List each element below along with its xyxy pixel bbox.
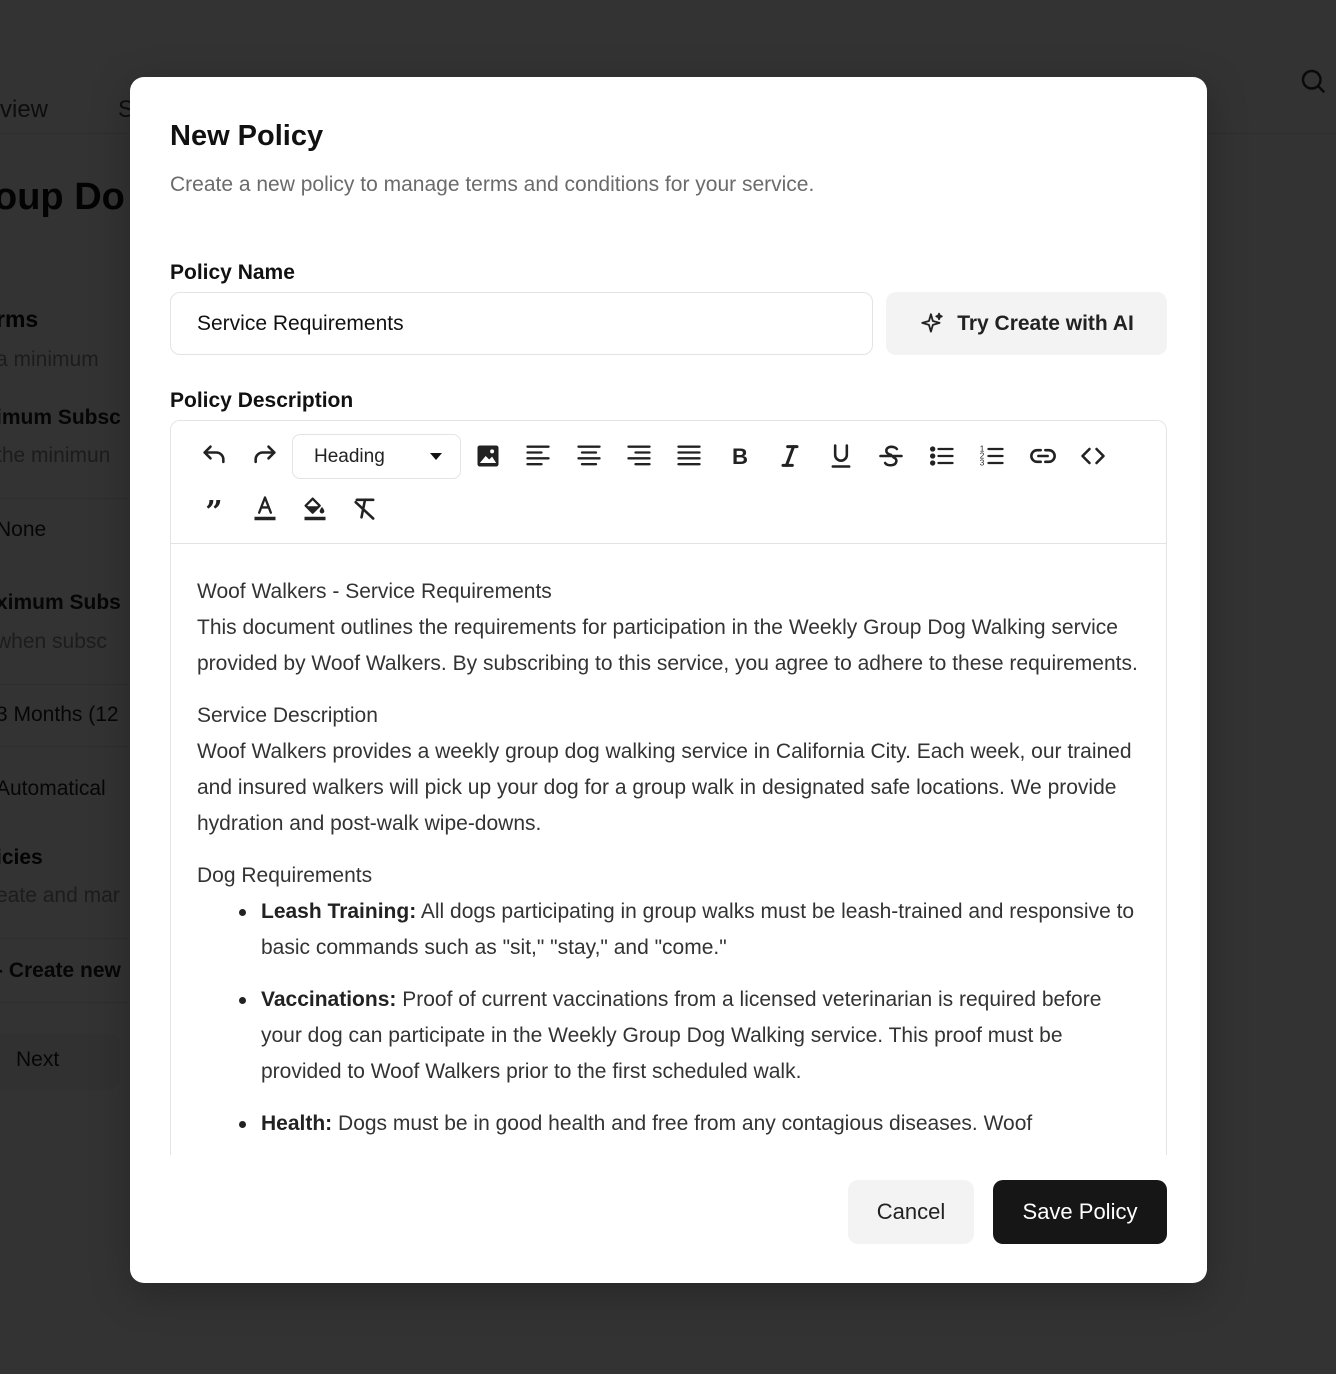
content-paragraph-intro: This document outlines the requirements for participation in the Weekly Group Dog Walking service provided by Woof Walkers. By subscribing to this service, you agree to adhere to these requirements.	[197, 616, 1138, 675]
align-left-icon[interactable]	[518, 436, 558, 476]
link-icon[interactable]	[1023, 436, 1063, 476]
policy-name-input[interactable]	[170, 292, 873, 355]
new-policy-dialog	[130, 77, 1207, 1283]
svg-text:B: B	[731, 444, 749, 470]
policy-name-label: Policy Name	[170, 261, 295, 284]
svg-text:”: ”	[205, 495, 223, 522]
content-paragraph-service-description: Woof Walkers provides a weekly group dog walking service in California City. Each week, our trained and insured walkers will pick up your dog for a group walk in designated safe locations. We provide hydration and post-walk wipe-downs.	[197, 740, 1132, 835]
blockquote-icon[interactable]	[194, 488, 234, 528]
svg-text:3: 3	[979, 458, 985, 468]
highlight-icon[interactable]	[295, 488, 335, 528]
image-icon[interactable]	[468, 436, 508, 476]
underline-icon[interactable]	[821, 436, 861, 476]
bold-icon[interactable]	[720, 436, 760, 476]
strikethrough-icon[interactable]	[871, 436, 911, 476]
list-item: Vaccinations: Proof of current vaccinations from a licensed veterinarian is required before your dog can participate in the Weekly Group Dog Walking service. This proof must be provided to Woof Walkers prior to the first scheduled walk.	[239, 982, 1140, 1090]
numbered-list-icon[interactable]	[972, 436, 1012, 476]
align-right-icon[interactable]	[619, 436, 659, 476]
content-heading-dog-requirements: Dog Requirements	[197, 864, 373, 887]
try-create-with-ai-button[interactable]	[886, 292, 1167, 355]
svg-text:2: 2	[979, 451, 985, 461]
redo-icon[interactable]	[245, 436, 285, 476]
chevron-down-icon	[430, 453, 442, 460]
heading-select[interactable]	[292, 434, 461, 479]
try-create-with-ai-label: Try Create with AI	[957, 311, 1134, 335]
dialog-title: New Policy	[170, 120, 324, 152]
editor-content[interactable]	[171, 544, 1166, 1155]
rich-text-editor	[170, 420, 1167, 1155]
content-heading-title: Woof Walkers - Service Requirements	[197, 580, 552, 603]
save-policy-button[interactable]: Save Policy	[993, 1180, 1167, 1244]
content-heading-service-description: Service Description	[197, 704, 378, 727]
policy-description-label: Policy Description	[170, 389, 354, 412]
clear-format-icon[interactable]	[345, 488, 385, 528]
dog-requirements-list	[239, 894, 1140, 1142]
align-justify-icon[interactable]	[669, 436, 709, 476]
align-center-icon[interactable]	[569, 436, 609, 476]
list-item: Leash Training: All dogs participating in group walks must be leash-trained and responsive to basic commands such as "sit," "stay," and "come."	[239, 894, 1140, 966]
list-item: Health: Dogs must be in good health and free from any contagious diseases. Woof	[239, 1106, 1140, 1142]
heading-select-value: Heading	[314, 445, 385, 467]
sparkle-icon	[919, 311, 945, 337]
text-color-icon[interactable]	[245, 488, 285, 528]
svg-text:1: 1	[979, 444, 985, 454]
cancel-button[interactable]: Cancel	[848, 1180, 974, 1244]
editor-toolbar	[171, 421, 1166, 544]
italic-icon[interactable]	[770, 436, 810, 476]
undo-icon[interactable]	[194, 436, 234, 476]
dialog-subtitle: Create a new policy to manage terms and conditions for your service.	[170, 173, 815, 196]
code-icon[interactable]	[1073, 436, 1113, 476]
bullet-list-icon[interactable]	[922, 436, 962, 476]
